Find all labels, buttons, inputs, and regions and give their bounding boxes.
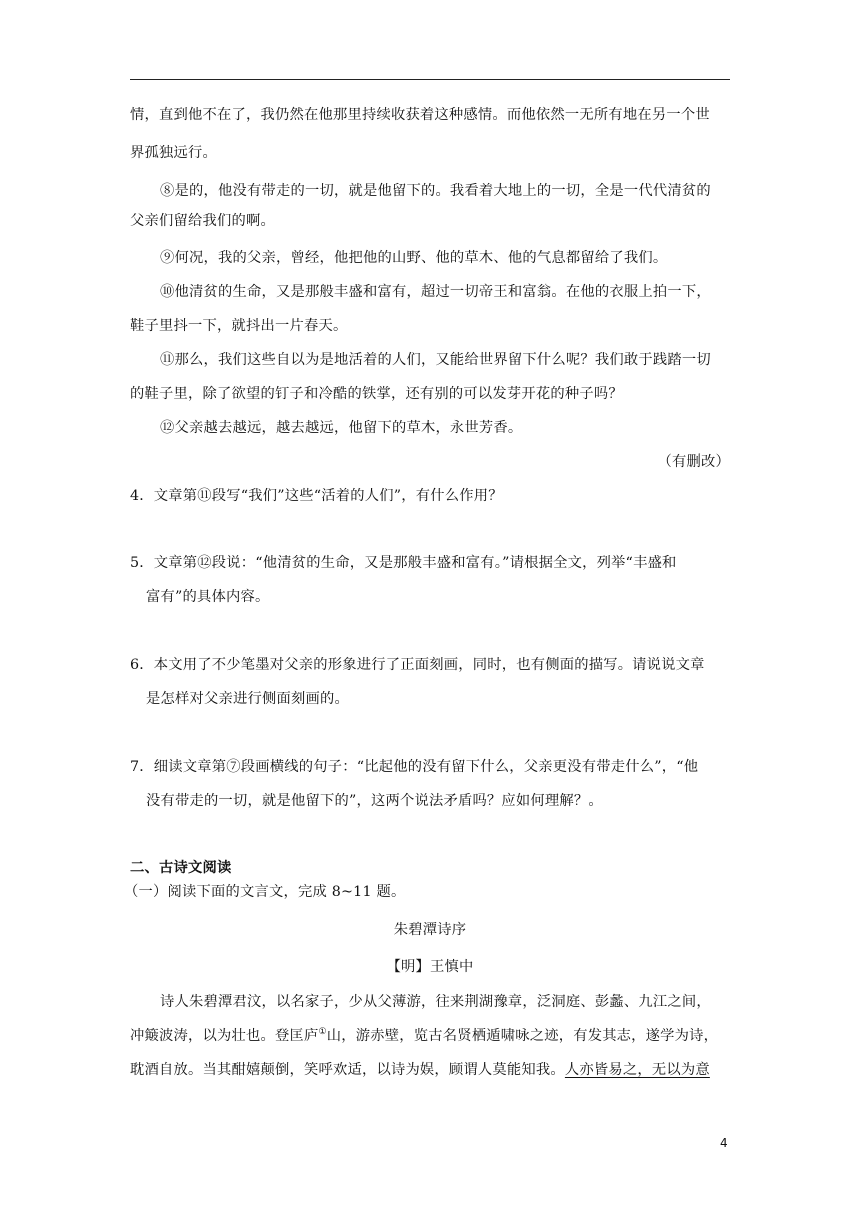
question-7-line-2: 没有带走的一切，就是他留下的”，这两个说法矛盾吗？应如何理解？。 (146, 793, 603, 809)
paragraph-10-line-1: ⑩他清贫的生命，又是那般丰盛和富有，超过一切帝王和富翁。在他的衣服上拍一下， (160, 284, 711, 300)
paragraph-8-line-2: 父亲们留给我们的啊。 (130, 213, 275, 229)
paragraph-9: ⑨何况，我的父亲，曾经，他把他的山野、他的草木、他的气息都留给了我们。 (160, 250, 668, 266)
footnote-marker: ① (318, 1027, 327, 1038)
classical-text-line-2-a: 冲簸波涛，以为壮也。登匡庐 (130, 1028, 319, 1044)
header-rule (130, 79, 730, 80)
paragraph-7-continuation-line-1: 情，直到他不在了，我仍然在他那里持续收获着这种感情。而他依然一无所有地在另一个世 (130, 107, 710, 123)
question-7-line-1: 7．细读文章第⑦段画横线的句子：“比起他的没有留下什么，父亲更没有带走什么”，“他 (130, 759, 699, 775)
section-subheading: （一）阅读下面的文言文，完成 8~11 题。 (124, 884, 406, 900)
paragraph-12: ⑫父亲越去越远，越去越远，他留下的草木，永世芳香。 (160, 420, 523, 436)
classical-text-line-3 (130, 1060, 730, 1080)
paragraph-11-line-1: ⑪那么，我们这些自以为是地活着的人们，又能给世界留下什么呢？我们敢于践踏一切 (160, 352, 711, 368)
classical-text-line-3-a: 耽酒自放。当其酣嬉颠倒，笑呼欢适，以诗为娱，顾谓人莫能知我。 (130, 1062, 565, 1078)
question-6-line-1: 6．本文用了不少笔墨对父亲的形象进行了正面刻画，同时，也有侧面的描写。请说说文章 (130, 657, 705, 673)
question-4: 4．文章第⑪段写“我们”这些“活着的人们”，有什么作用？ (130, 488, 503, 504)
paragraph-10-line-2: 鞋子里抖一下，就抖出一片春天。 (130, 318, 348, 334)
author-line: 【明】王慎中 (386, 959, 474, 975)
paragraph-11-line-2: 的鞋子里，除了欲望的钉子和冷酷的铁掌，还有别的可以发芽开花的种子吗？ (130, 386, 623, 402)
section-heading: 二、古诗文阅读 (130, 860, 232, 876)
classical-text-line-2 (130, 1026, 730, 1046)
source-note: （有删改） (657, 454, 730, 470)
classical-text-line-2-b: 山，游赤壁，览古名贤栖遁啸咏之迹，有发其志，遂学为诗， (326, 1028, 719, 1044)
underlined-sentence: 人亦皆易之，无以为意 (564, 1062, 710, 1078)
paragraph-8-line-1: ⑧是的，他没有带走的一切，就是他留下的。我看着大地上的一切，全是一代代清贫的 (160, 183, 711, 199)
poem-preface-title: 朱碧潭诗序 (393, 922, 467, 938)
page-number: 4 (720, 1136, 728, 1150)
question-5-line-1: 5．文章第⑫段说：“他清贫的生命，又是那般丰盛和富有。”请根据全文，列举“丰盛和 (130, 555, 677, 571)
paragraph-7-continuation-line-2: 界孤独远行。 (130, 145, 217, 161)
question-6-line-2: 是怎样对父亲进行侧面刻画的。 (146, 691, 349, 707)
question-5-line-2: 富有”的具体内容。 (146, 589, 270, 605)
classical-text-line-1: 诗人朱碧潭君汶，以名家子，少从父薄游，往来荆湖豫章，泛洞庭、彭蠡、九江之间， (160, 994, 711, 1010)
